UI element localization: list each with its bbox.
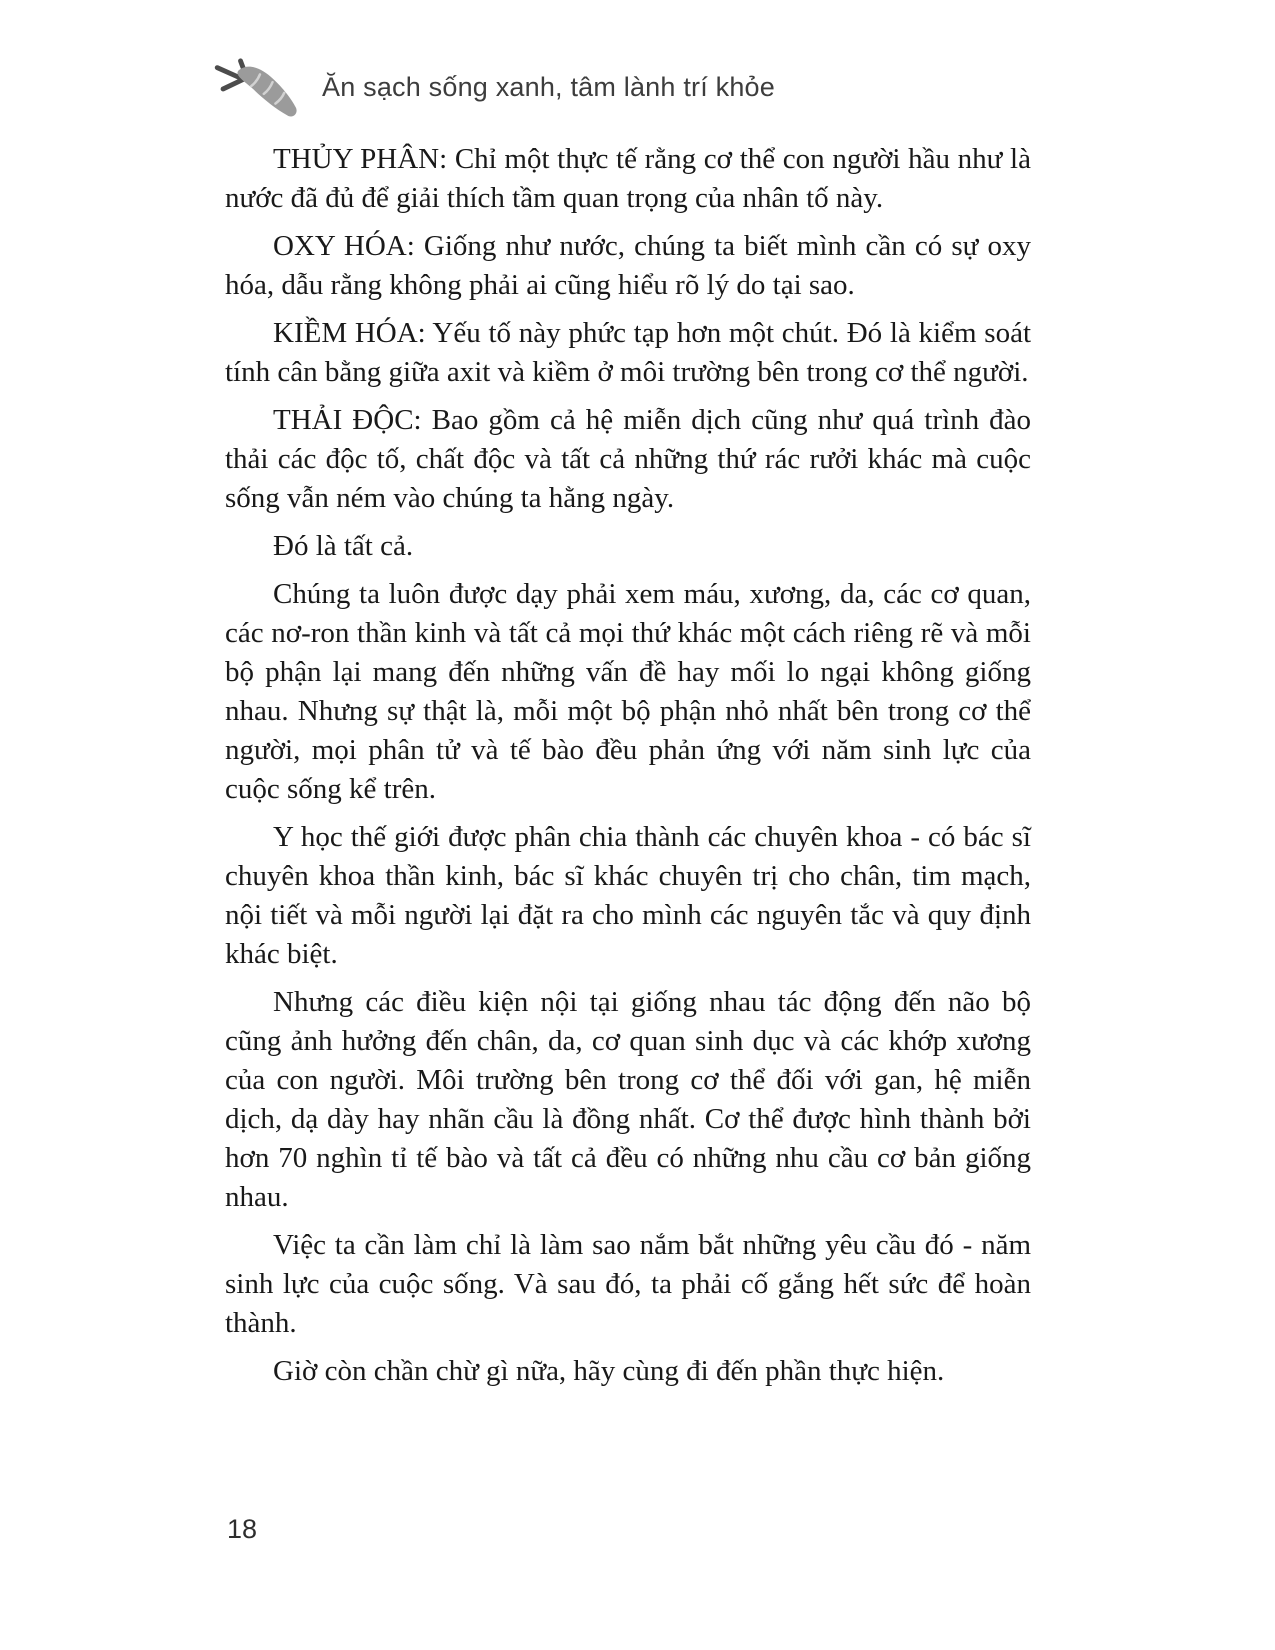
page-header (208, 56, 775, 122)
paragraph: Đó là tất cả. (273, 530, 414, 562)
paragraph: Chúng ta luôn được dạy phải xem máu, xương, da, các cơ quan, các nơ-ron thần kinh và tất cả mọi thứ khác một cách riêng rẽ và mỗi bộ phận lại mang đến những vấn đề hay mối lo ngại không giống nhau. Nhưng sự thật là, mỗi một bộ phận nhỏ nhất bên trong cơ thể người, mọi phân tử và tế bào đều phản ứng với năm sinh lực của cuộc sống kể trên. (225, 578, 1031, 805)
page-number: 18 (227, 1514, 258, 1544)
carrot-icon (208, 56, 306, 122)
body-text (225, 140, 1031, 1400)
paragraph-thai-doc: THẢI ĐỘC: Bao gồm cả hệ miễn dịch cũng như quá trình đào thải các độc tố, chất độc và tất cả những thứ rác rưởi khác mà cuộc sống vẫn ném vào chúng ta hằng ngày. (225, 404, 1031, 514)
paragraph-thuy-phan: THỦY PHÂN: Chỉ một thực tế rằng cơ thể con người hầu như là nước đã đủ để giải thích tầm quan trọng của nhân tố này. (225, 143, 1031, 214)
paragraph: Y học thế giới được phân chia thành các chuyên khoa - có bác sĩ chuyên khoa thần kinh, bác sĩ khác chuyên trị cho chân, tim mạch, nội tiết và mỗi người lại đặt ra cho mình các nguyên tắc và quy định khác biệt. (225, 821, 1031, 970)
book-header-title: Ăn sạch sống xanh, tâm lành trí khỏe (322, 71, 775, 102)
paragraph: Giờ còn chần chừ gì nữa, hãy cùng đi đến phần thực hiện. (273, 1355, 945, 1387)
paragraph-kiem-hoa: KIỀM HÓA: Yếu tố này phức tạp hơn một chút. Đó là kiểm soát tính cân bằng giữa axit và kiềm ở môi trường bên trong cơ thể người. (225, 317, 1031, 388)
paragraph-oxy-hoa: OXY HÓA: Giống như nước, chúng ta biết mình cần có sự oxy hóa, dẫu rằng không phải ai cũng hiểu rõ lý do tại sao. (225, 230, 1031, 301)
paragraph: Việc ta cần làm chỉ là làm sao nắm bắt những yêu cầu đó - năm sinh lực của cuộc sống. Và sau đó, ta phải cố gắng hết sức để hoàn thành. (225, 1229, 1031, 1339)
paragraph: Nhưng các điều kiện nội tại giống nhau tác động đến não bộ cũng ảnh hưởng đến chân, da, cơ quan sinh dục và các khớp xương của con người. Môi trường bên trong cơ thể đối với gan, hệ miễn dịch, dạ dày hay nhãn cầu là đồng nhất. Cơ thể được hình thành bởi hơn 70 nghìn tỉ tế bào và tất cả đều có những nhu cầu cơ bản giống nhau. (225, 986, 1031, 1213)
